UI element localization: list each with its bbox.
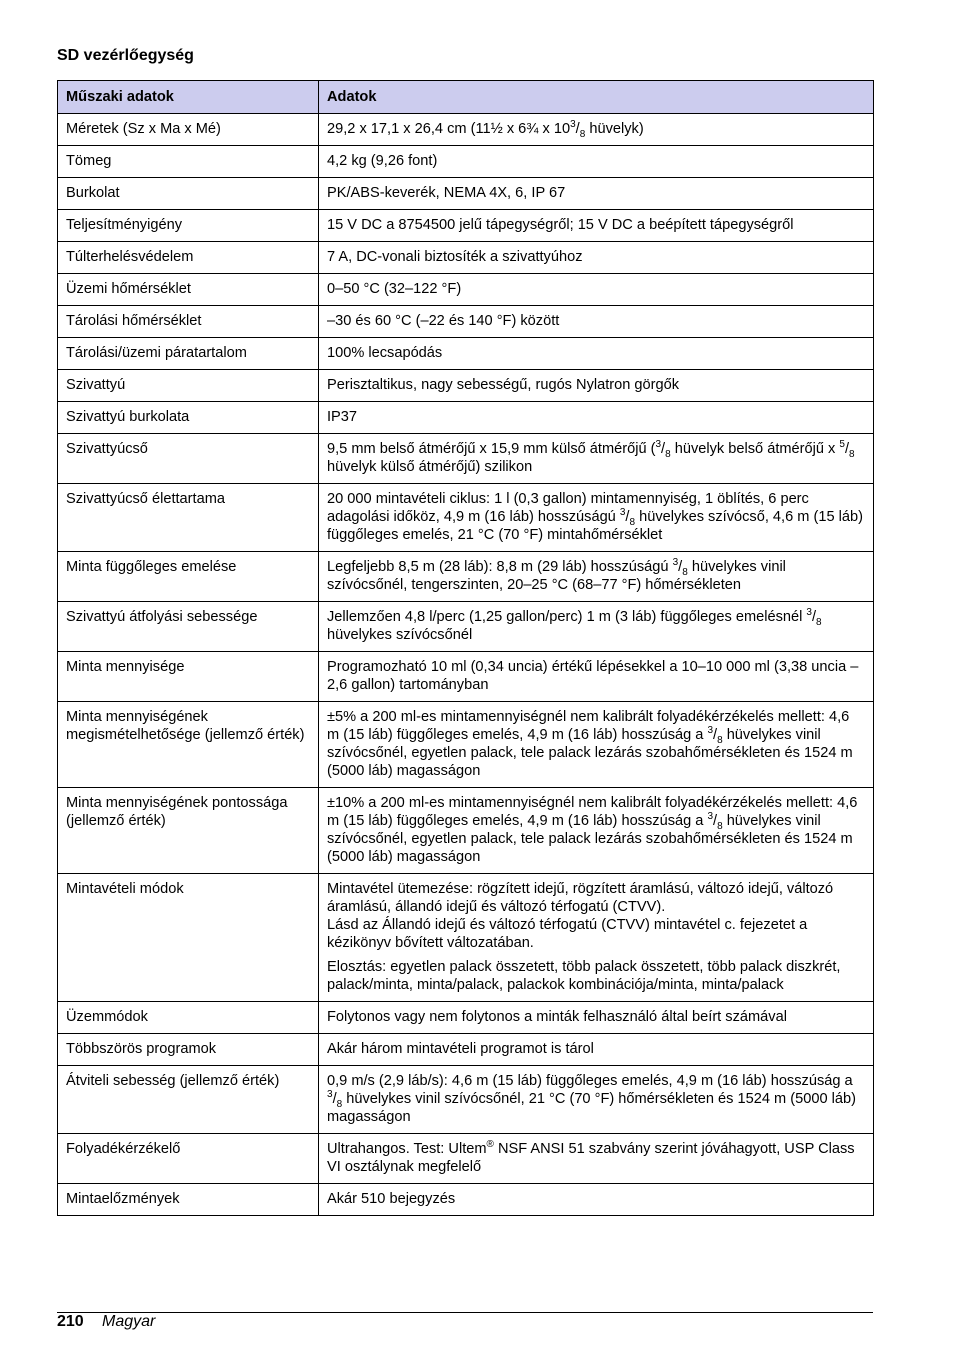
spec-value	[319, 788, 874, 874]
value-text: Perisztaltikus, nagy sebességű, rugós Nylatron görgők	[327, 377, 680, 393]
spec-label: Szivattyúcső	[58, 434, 319, 484]
column-header-data: Adatok	[319, 81, 874, 114]
value-text: /	[332, 1091, 337, 1107]
value-text: hüvelykes vinil szívócsőnél, egyetlen palack, tele palack lezárás szobahőmérsékleten és 1524 m (5000 láb) magasságon	[327, 727, 853, 779]
value-text: 20 000 mintavételi ciklus: 1 l (0,3 gallon) mintamennyiség, 1 öblítés, 6 perc adagolási időköz, 4,9 m (16 láb) hosszúságú	[327, 491, 809, 525]
value-text: ±10% a 200 ml-es mintamennyiségnél nem kalibrált folyadékérzékelés mellett: 4,6 m (15 láb) függőleges emelés, 4,9 m (16 láb) hosszúság a	[327, 795, 858, 829]
table-row	[58, 274, 874, 306]
table-row	[58, 1066, 874, 1134]
spec-label: Mintaelőzmények	[58, 1184, 319, 1216]
value-text: hüvelykes vinil szívócsőnél, egyetlen palack, tele palack lezárás szobahőmérsékleten és 1524 m (5000 láb) magasságon	[327, 813, 853, 865]
spec-value	[319, 210, 874, 242]
table-row	[58, 484, 874, 552]
table-row	[58, 210, 874, 242]
spec-value	[319, 114, 874, 146]
spec-label: Szivattyú burkolata	[58, 402, 319, 434]
spec-label: Szivattyú átfolyási sebessége	[58, 602, 319, 652]
fraction-denominator: 8	[682, 566, 688, 578]
table-row	[58, 1184, 874, 1216]
table-row	[58, 1002, 874, 1034]
fraction-numerator: 3	[707, 811, 714, 823]
fraction-numerator: 3	[570, 119, 576, 131]
value-text: ±5% a 200 ml-es mintamennyiségnél nem kalibrált folyadékérzékelés mellett: 4,6 m (15 láb) függőleges emelés, 4,9 m (16 láb) hosszúság a	[327, 709, 850, 743]
value-text: Programozható 10 ml (0,34 uncia) értékű lépésekkel a 10–10 000 ml (3,38 uncia – 2,6 gallon) tartományban	[327, 659, 859, 693]
value-text: hüvelykes vinil szívócsőnél, tengerszinten, 20–25 °C (68–77 °F) hőmérsékleten	[327, 559, 786, 593]
spec-label: Tömeg	[58, 146, 319, 178]
page-number: 210	[57, 1313, 84, 1330]
spec-label: Tárolási hőmérséklet	[58, 306, 319, 338]
value-text: 0–50 °C (32–122 °F)	[327, 281, 462, 297]
table-row	[58, 702, 874, 788]
value-text: Mintavétel ütemezése: rögzített idejű, rögzített áramlású, változó idejű, változó áramlású, állandó idejű és változó térfogatú (CTVV).	[327, 881, 834, 915]
fraction-denominator: 8	[717, 820, 723, 832]
table-row	[58, 338, 874, 370]
spec-label: Szivattyú	[58, 370, 319, 402]
table-row	[58, 602, 874, 652]
spec-value	[319, 1134, 874, 1184]
table-row	[58, 874, 874, 1002]
spec-label: Teljesítményigény	[58, 210, 319, 242]
spec-label: Üzemmódok	[58, 1002, 319, 1034]
spec-value	[319, 1066, 874, 1134]
spec-value	[319, 274, 874, 306]
section-title: SD vezérlőegység	[57, 47, 194, 64]
value-text: Jellemzően 4,8 l/perc (1,25 gallon/perc) 1 m (3 láb) függőleges emelésnél	[327, 609, 807, 625]
value-text: 29,2 x 17,1 x 26,4 cm (11½ x 6¾ x 10	[327, 121, 571, 137]
table-row	[58, 146, 874, 178]
value-text: NSF ANSI 51 szabvány szerint jóváhagyott, USP Class VI osztálynak megfelelő	[327, 1141, 855, 1175]
value-text: Ultrahangos. Test: Ultem	[327, 1141, 487, 1157]
fraction-numerator: 3	[806, 607, 812, 619]
spec-label: Minta mennyiségének pontossága (jellemző érték)	[58, 788, 319, 874]
spec-value	[319, 370, 874, 402]
spec-value	[319, 338, 874, 370]
fraction-numerator: 3	[655, 439, 662, 451]
value-text: /	[575, 121, 580, 137]
spec-label: Burkolat	[58, 178, 319, 210]
footer-language: Magyar	[102, 1313, 156, 1330]
value-text: hüvelykes szívócső, 4,6 m (15 láb) függőleges emelés, 21 °C (70 °F) mintahőmérséklet	[327, 509, 863, 543]
spec-value	[319, 484, 874, 552]
table-row	[58, 434, 874, 484]
spec-value	[319, 1184, 874, 1216]
value-text: hüvelykes vinil szívócsőnél, 21 °C (70 °F) hőmérsékleten és 1524 m (5000 láb) magasságon	[327, 1091, 856, 1125]
spec-value	[319, 242, 874, 274]
value-text: /	[713, 813, 718, 829]
value-text: Akár három mintavételi programot is tárol	[327, 1041, 594, 1057]
value-paragraph	[327, 958, 865, 994]
value-text: 4,2 kg (9,26 font)	[327, 153, 438, 169]
value-text: /	[844, 441, 850, 457]
table-row	[58, 370, 874, 402]
spec-value	[319, 874, 874, 1002]
value-text: 15 V DC a 8754500 jelű tápegységről; 15 V DC a beépített tápegységről	[327, 217, 794, 233]
value-text: hüvelyk külső átmérőjű) szilikon	[327, 459, 533, 475]
column-header-spec: Műszaki adatok	[58, 81, 319, 114]
fraction-numerator: 5	[839, 439, 845, 451]
spec-value	[319, 178, 874, 210]
spec-value	[319, 652, 874, 702]
table-row	[58, 552, 874, 602]
table-body	[58, 114, 874, 1216]
value-text: Folytonos vagy nem folytonos a minták felhasználó által beírt számával	[327, 1009, 787, 1025]
spec-label: Üzemi hőmérséklet	[58, 274, 319, 306]
fraction-numerator: 3	[327, 1089, 333, 1101]
spec-value	[319, 702, 874, 788]
value-text: hüvelykes szívócsőnél	[327, 627, 473, 643]
spec-value	[319, 306, 874, 338]
value-text: Legfeljebb 8,5 m (28 láb): 8,8 m (29 láb) hosszúságú	[327, 559, 673, 575]
fraction-numerator: 3	[619, 507, 626, 519]
value-text: IP37	[327, 409, 358, 425]
fraction-denominator: 8	[336, 1098, 343, 1110]
value-text: /	[678, 559, 683, 575]
value-text: Lásd az Állandó idejű és változó térfogatú (CTVV) mintavétel c. fejezetet a kézikönyv bővített változatában.	[327, 917, 808, 951]
spec-value	[319, 602, 874, 652]
footer-divider	[57, 1312, 873, 1313]
fraction-numerator: 3	[707, 725, 714, 737]
spec-label: Minta mennyiségének megismételhetősége (jellemző érték)	[58, 702, 319, 788]
spec-value	[319, 146, 874, 178]
fraction-denominator: 8	[579, 128, 586, 140]
spec-label: Minta mennyisége	[58, 652, 319, 702]
spec-label: Szivattyúcső élettartama	[58, 484, 319, 552]
spec-label: Túlterhelésvédelem	[58, 242, 319, 274]
value-text: 100% lecsapódás	[327, 345, 443, 361]
value-text: /	[661, 441, 666, 457]
table-row	[58, 114, 874, 146]
table-row	[58, 1134, 874, 1184]
spec-label: Átviteli sebesség (jellemző érték)	[58, 1066, 319, 1134]
fraction-denominator: 8	[665, 448, 671, 460]
table-row	[58, 242, 874, 274]
value-text: 9,5 mm belső átmérőjű x 15,9 mm külső átmérőjű (	[327, 441, 656, 457]
value-text: /	[625, 509, 630, 525]
spec-label: Többszörös programok	[58, 1034, 319, 1066]
value-text: /	[713, 727, 718, 743]
value-text: Akár 510 bejegyzés	[327, 1191, 456, 1207]
fraction-denominator: 8	[816, 616, 822, 628]
table-row	[58, 178, 874, 210]
fraction-numerator: 3	[672, 557, 679, 569]
spec-value	[319, 434, 874, 484]
table-row	[58, 652, 874, 702]
value-text: Elosztás: egyetlen palack összetett, több palack összetett, több palack diszkrét, palack/minta, minta/palack, palackok kombinációja/minta, minta/palack	[327, 959, 841, 993]
spec-value	[319, 552, 874, 602]
table-header-row	[58, 81, 874, 114]
spec-value	[319, 1034, 874, 1066]
table-row	[58, 402, 874, 434]
fraction-denominator: 8	[629, 516, 636, 528]
spec-label: Tárolási/üzemi páratartalom	[58, 338, 319, 370]
spec-label: Folyadékérzékelő	[58, 1134, 319, 1184]
value-text: 7 A, DC-vonali biztosíték a szivattyúhoz	[327, 249, 583, 265]
fraction-denominator: 8	[717, 734, 723, 746]
table-row	[58, 306, 874, 338]
value-text: hüvelyk belső átmérőjű x	[670, 441, 840, 457]
table-row	[58, 788, 874, 874]
value-text: 0,9 m/s (2,9 láb/s): 4,6 m (15 láb) függőleges emelés, 4,9 m (16 láb) hosszúság a	[327, 1073, 853, 1089]
fraction-denominator: 8	[849, 448, 855, 460]
spec-label: Mintavételi módok	[58, 874, 319, 1002]
value-text: hüvelyk)	[585, 121, 644, 137]
value-text: /	[811, 609, 817, 625]
spec-label: Méretek (Sz x Ma x Mé)	[58, 114, 319, 146]
fraction-numerator: ®	[486, 1139, 494, 1151]
value-text: PK/ABS-keverék, NEMA 4X, 6, IP 67	[327, 185, 566, 201]
spec-value	[319, 402, 874, 434]
table-row	[58, 1034, 874, 1066]
spec-value	[319, 1002, 874, 1034]
spec-label: Minta függőleges emelése	[58, 552, 319, 602]
specifications-table	[57, 80, 874, 1216]
value-text: –30 és 60 °C (–22 és 140 °F) között	[327, 313, 560, 329]
